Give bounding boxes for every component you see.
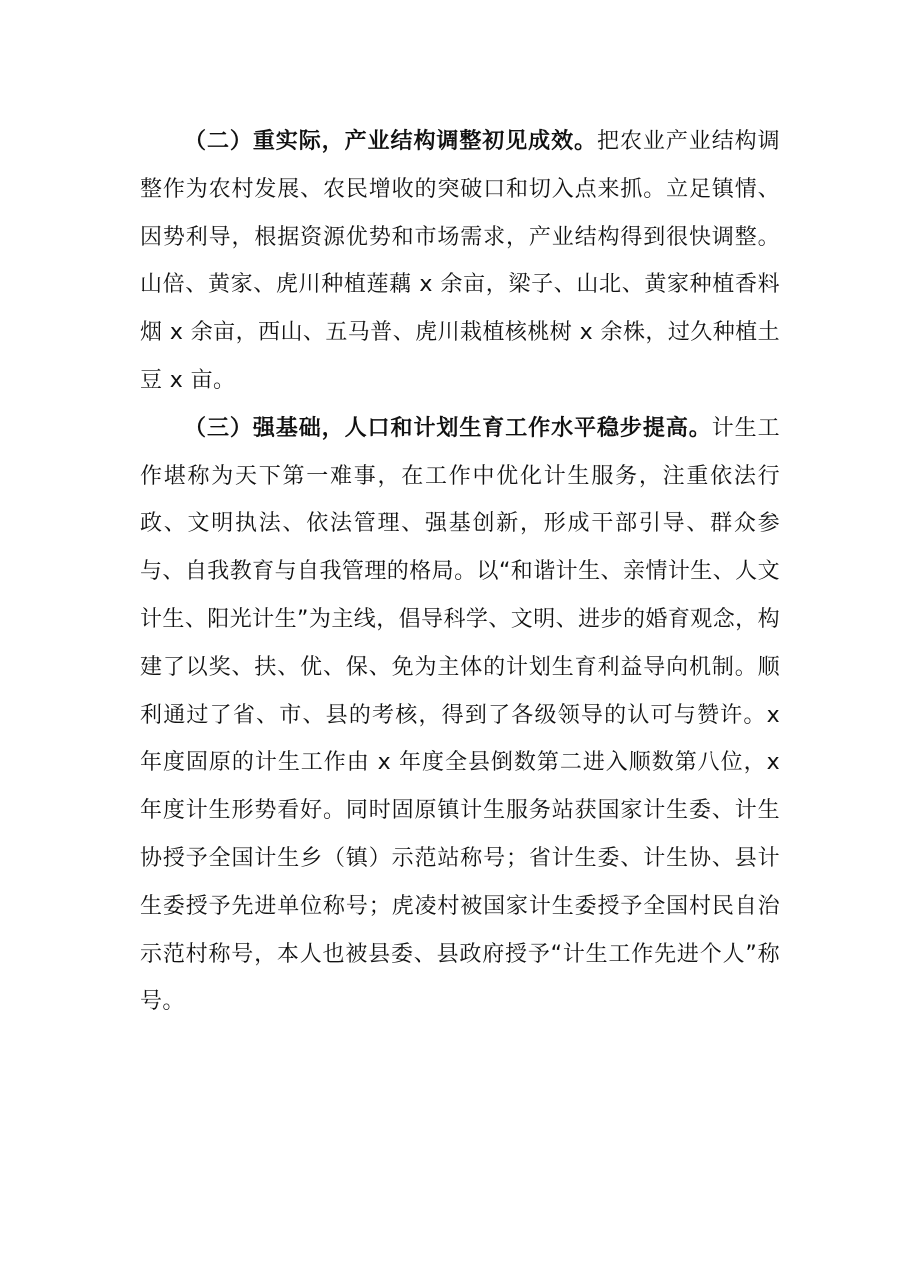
paragraph-body: 计生工作堪称为天下第一难事，在工作中优化计生服务，注重依法行政、文明执法、依法管理、强基创新，形成干部引导、群众参与、自我教育与自我管理的格局。以“和谐计生、亲情计生、人文计生、阳光计生”为主线，倡导科学、文明、进步的婚育观念，构建了以奖、扶、优、保、免为主体的计划生育利益导向机制。顺利通过了省、市、县的考核，得到了各级领导的认可与赞许。x 年度固原的计生工作由 x 年度全县倒数第二进入顺数第八位，x 年度计生形势看好。同时固原镇计生服务站获国家计生委、计生协授予全国计生乡（镇）示范站称号；省计生委、计生协、县计生委授予先进单位称号；虎凌村被国家计生委授予全国村民自治示范村称号，本人也被县委、县政府授予“计生工作先进个人”称号。 [140,415,781,1015]
paragraph-family-planning [140,405,780,1026]
paragraph-heading: （二）重实际，产业结构调整初见成效。 [184,129,597,154]
paragraph-body: 把农业产业结构调整作为农村发展、农民增收的突破口和切入点来抓。立足镇情、因势利导，根据资源优势和市场需求，产业结构得到很快调整。山倍、黄家、虎川种植莲藕 x 余亩，梁子、山北、黄家种植香料烟 x 余亩，西山、五马普、虎川栽植核桃树 x 余株，过久种植土豆 x 亩。 [140,129,781,393]
document-body [140,118,780,1026]
paragraph-heading: （三）强基础，人口和计划生育工作水平稳步提高。 [184,415,712,441]
paragraph-industry-structure [140,118,780,405]
